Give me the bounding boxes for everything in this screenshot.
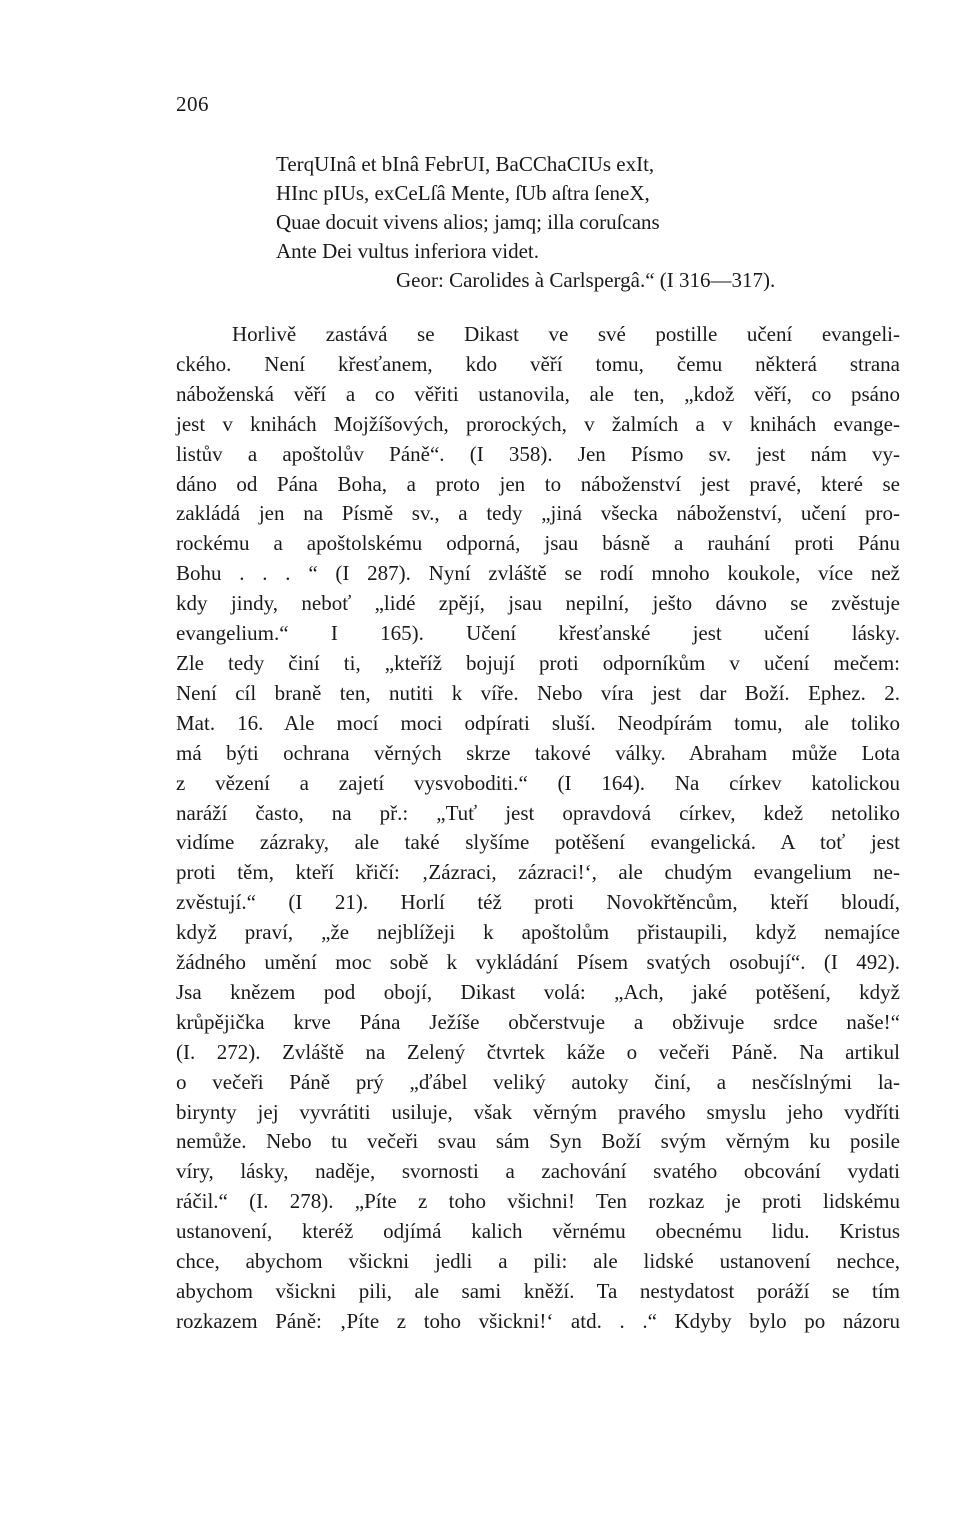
text-line: Bohu . . . “ (I 287). Nyní zvláště se rodí mnoho koukole, více než: [176, 561, 900, 586]
text-line: rozkazem Páně: ‚Píte z toho všickni!‘ atd. . .“ Kdyby bylo po názoru: [176, 1308, 900, 1333]
text-line: Zle tedy činí ti, „kteříž bojují proti odporníkům v učení mečem:: [176, 650, 900, 675]
text-line: birynty jej vyvrátiti usiluje, však věrným pravého smyslu jeho vydříti: [176, 1099, 900, 1124]
page-number: 206: [176, 92, 209, 116]
text-line: dáno od Pána Boha, a proto jen to náboženství jest pravé, které se: [176, 471, 900, 496]
text-line: listův a apoštolův Páně“. (I 358). Jen Písmo sv. jest nám vy-: [176, 441, 900, 466]
text-line: Horlivě zastává se Dikast ve své postille učení evangeli-: [232, 322, 900, 346]
poem-line: TerqUInâ et bInâ FebrUI, BaCChaCIUs exIt,: [276, 152, 655, 176]
text-line: (I. 272). Zvláště na Zelený čtvrtek káže o večeři Páně. Na artikul: [176, 1039, 900, 1064]
text-line: proti těm, kteří křičí: ‚Zázraci, zázraci!‘, ale chudým evangelium ne-: [176, 860, 900, 885]
text-line: žádného umění moc sobě k vykládání Písem svatých osobují“. (I 492).: [176, 950, 900, 975]
text-line: chce, abychom všickni jedli a pili: ale lidské ustanovení nechce,: [176, 1249, 900, 1274]
text-line: zvěstují.“ (I 21). Horlí též proti Novokřtěncům, kteří bloudí,: [176, 890, 900, 915]
text-line: krůpějička krve Pána Ježíše občerstvuje a obživuje srdce naše!“: [176, 1009, 900, 1034]
text-line: jest v knihách Mojžíšových, prorockých, v žalmích a v knihách evange-: [176, 411, 900, 436]
text-line: evangelium.“ I 165). Učení křesťanské jest učení lásky.: [176, 621, 900, 646]
text-line: z vězení a zajetí vysvoboditi.“ (I 164). Na církev katolickou: [176, 770, 900, 795]
text-line: ráčil.“ (I. 278). „Píte z toho všichni! Ten rozkaz je proti lidskému: [176, 1189, 900, 1214]
text-line: o večeři Páně prý „ďábel veliký autoky činí, a nesčíslnými la-: [176, 1069, 900, 1094]
text-line: zakládá jen na Písmě sv., a tedy „jiná všecka náboženství, učení pro-: [176, 501, 900, 526]
poem-line: Ante Dei vultus inferiora videt.: [276, 239, 540, 263]
text-line: má býti ochrana věrných skrze takové války. Abraham může Lota: [176, 740, 900, 765]
text-line: Jsa knězem pod obojí, Dikast volá: „Ach, jaké potěšení, když: [176, 979, 900, 1004]
text-line: vidíme zázraky, ale také slyšíme potěšení evangelická. A toť jest: [176, 830, 900, 855]
body-text: [176, 320, 900, 1337]
text-line: rockému a apoštolskému odporná, jsau básně a rauhání proti Pánu: [176, 531, 900, 556]
poem-block: [176, 150, 900, 295]
text-line: náboženská věří a co věřiti ustanovila, ale ten, „kdož věří, co psáno: [176, 381, 900, 406]
text-line: abychom všickni pili, ale sami kněží. Ta nestydatost poráží se tím: [176, 1279, 900, 1303]
text-line: ustanovení, kteréž odjímá kalich věrnému obecnému lidu. Kristus: [176, 1219, 900, 1244]
text-line: nemůže. Nebo tu večeři svau sám Syn Boží svým věrným ku posile: [176, 1129, 900, 1154]
text-line: Mat. 16. Ale mocí moci odpírati sluší. Neodpírám tomu, ale toliko: [176, 710, 900, 735]
text-line: kdy jindy, neboť „lidé zpějí, jsau nepilní, ješto dávno se zvěstuje: [176, 591, 900, 616]
text-line: víry, lásky, naděje, svornosti a zachování svatého obcování vydati: [176, 1159, 900, 1184]
poem-credit: Geor: Carolides à Carlspergâ.“ (I 316—317).: [396, 268, 776, 292]
text-line: ckého. Není křesťanem, kdo věří tomu, čemu některá strana: [176, 351, 900, 376]
text-line: Není cíl braně ten, nutiti k víře. Nebo víra jest dar Boží. Ephez. 2.: [176, 680, 900, 705]
poem-line: Quae docuit vivens alios; jamq; illa coruſcans: [276, 210, 660, 234]
text-line: když praví, „že nejblížeji k apoštolům přistaupili, když nemajíce: [176, 920, 900, 945]
text-line: naráží často, na př.: „Tuť jest opravdová církev, kdež netoliko: [176, 800, 900, 825]
poem-line: HInc pIUs, exCeLſâ Mente, ſUb aſtra ſeneX,: [276, 181, 650, 205]
